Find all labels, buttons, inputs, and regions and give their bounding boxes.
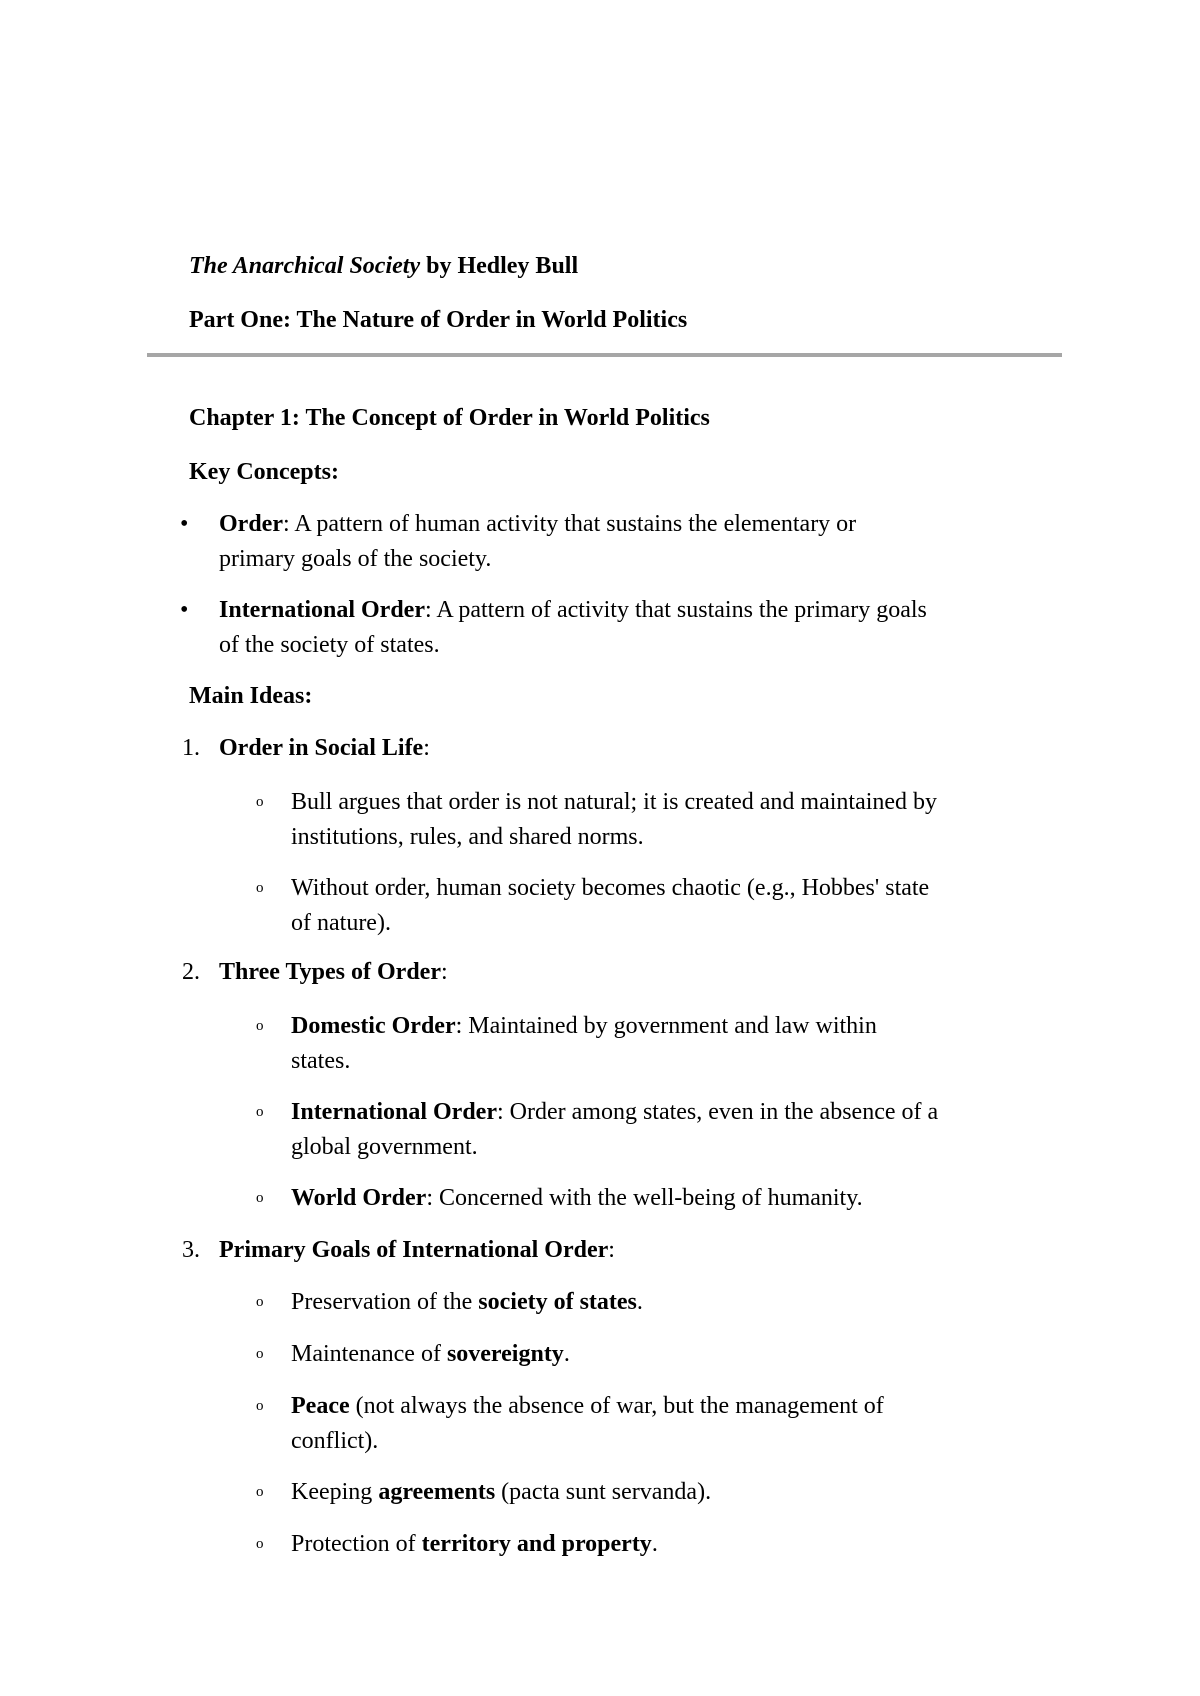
part-title: Part One: The Nature of Order in World Politics xyxy=(189,307,688,333)
main-idea-title-text: Three Types of Order xyxy=(219,959,441,985)
sub-point-term: Domestic Order xyxy=(291,1013,456,1039)
circle-bullet-icon: o xyxy=(256,1190,264,1206)
sub-point-emphasis: sovereignty xyxy=(446,1341,564,1367)
key-concept-definition-continued: primary goals of the society. xyxy=(219,546,492,572)
circle-bullet-icon: o xyxy=(256,1018,264,1034)
book-author: by Hedley Bull xyxy=(420,253,579,279)
circle-bullet-icon: o xyxy=(256,1398,264,1414)
sub-point-continued: conflict). xyxy=(291,1428,379,1454)
chapter-title: Chapter 1: The Concept of Order in World Politics xyxy=(189,405,710,431)
sub-point-text: (pacta sunt servanda). xyxy=(495,1479,712,1505)
sub-point xyxy=(291,1285,643,1320)
circle-bullet-icon: o xyxy=(256,794,264,810)
sub-point-emphasis: Peace xyxy=(291,1393,350,1419)
sub-point-text: Preservation of the xyxy=(291,1289,479,1315)
sub-point-text: Maintenance of xyxy=(291,1341,447,1367)
main-idea-title xyxy=(219,955,448,990)
list-number: 2. xyxy=(182,959,200,985)
sub-point xyxy=(291,1337,570,1372)
document-title xyxy=(189,249,578,284)
sub-point-continued: institutions, rules, and shared norms. xyxy=(291,824,644,850)
circle-bullet-icon: o xyxy=(256,1536,264,1552)
sub-point-emphasis: territory and property xyxy=(421,1531,652,1557)
sub-point-continued: of nature). xyxy=(291,910,391,936)
main-idea-title xyxy=(219,731,430,766)
sub-point xyxy=(291,1095,938,1130)
sub-point-text: Keeping xyxy=(291,1479,379,1505)
main-idea-colon: : xyxy=(608,1237,615,1263)
sub-point-text: . xyxy=(563,1341,570,1367)
sub-point-continued: global government. xyxy=(291,1134,478,1160)
sub-point-text: : Concerned with the well-being of humanity. xyxy=(426,1185,863,1211)
bullet-icon: • xyxy=(180,597,189,623)
main-idea-colon: : xyxy=(440,959,448,985)
sub-point-term: World Order xyxy=(291,1185,427,1211)
bullet-icon: • xyxy=(180,511,189,537)
sub-point-text: . xyxy=(651,1531,658,1557)
sub-point xyxy=(291,1389,884,1424)
main-idea-title xyxy=(219,1233,615,1268)
circle-bullet-icon: o xyxy=(256,1294,264,1310)
key-concepts-heading: Key Concepts: xyxy=(189,459,339,485)
circle-bullet-icon: o xyxy=(256,1484,264,1500)
key-concept-item xyxy=(219,593,927,628)
sub-point: Bull argues that order is not natural; it is created and maintained by xyxy=(291,789,938,815)
list-number: 1. xyxy=(182,735,200,761)
main-idea-colon: : xyxy=(423,735,430,761)
key-concept-term: Order xyxy=(219,511,283,537)
list-number: 3. xyxy=(182,1237,200,1263)
sub-point xyxy=(291,1009,877,1044)
key-concept-definition: : A pattern of human activity that sustains the elementary or xyxy=(282,511,857,537)
sub-point-emphasis: society of states xyxy=(478,1289,637,1315)
key-concept-item xyxy=(219,507,856,542)
main-idea-title-text: Primary Goals of International Order xyxy=(219,1237,609,1263)
sub-point-emphasis: agreements xyxy=(378,1479,496,1505)
book-title: The Anarchical Society xyxy=(189,253,421,279)
key-concept-term: International Order xyxy=(219,597,425,623)
sub-point-text: (not always the absence of war, but the management of xyxy=(349,1393,884,1419)
sub-point xyxy=(291,1181,863,1216)
key-concept-definition-continued: of the society of states. xyxy=(219,632,440,658)
sub-point-text: . xyxy=(636,1289,643,1315)
circle-bullet-icon: o xyxy=(256,880,264,896)
horizontal-divider xyxy=(147,353,1062,357)
sub-point-term: International Order xyxy=(291,1099,497,1125)
sub-point: Without order, human society becomes chaotic (e.g., Hobbes' state xyxy=(291,875,930,901)
circle-bullet-icon: o xyxy=(256,1104,264,1120)
sub-point xyxy=(291,1475,711,1510)
circle-bullet-icon: o xyxy=(256,1346,264,1362)
main-ideas-heading: Main Ideas: xyxy=(189,683,313,709)
sub-point xyxy=(291,1527,658,1562)
sub-point-text: : Order among states, even in the absence of a xyxy=(496,1099,939,1125)
key-concept-definition: : A pattern of activity that sustains the primary goals xyxy=(424,597,927,623)
main-idea-title-text: Order in Social Life xyxy=(219,735,424,761)
sub-point-text: Protection of xyxy=(291,1531,422,1557)
sub-point-text: : Maintained by government and law within xyxy=(455,1013,877,1039)
sub-point-continued: states. xyxy=(291,1048,351,1074)
